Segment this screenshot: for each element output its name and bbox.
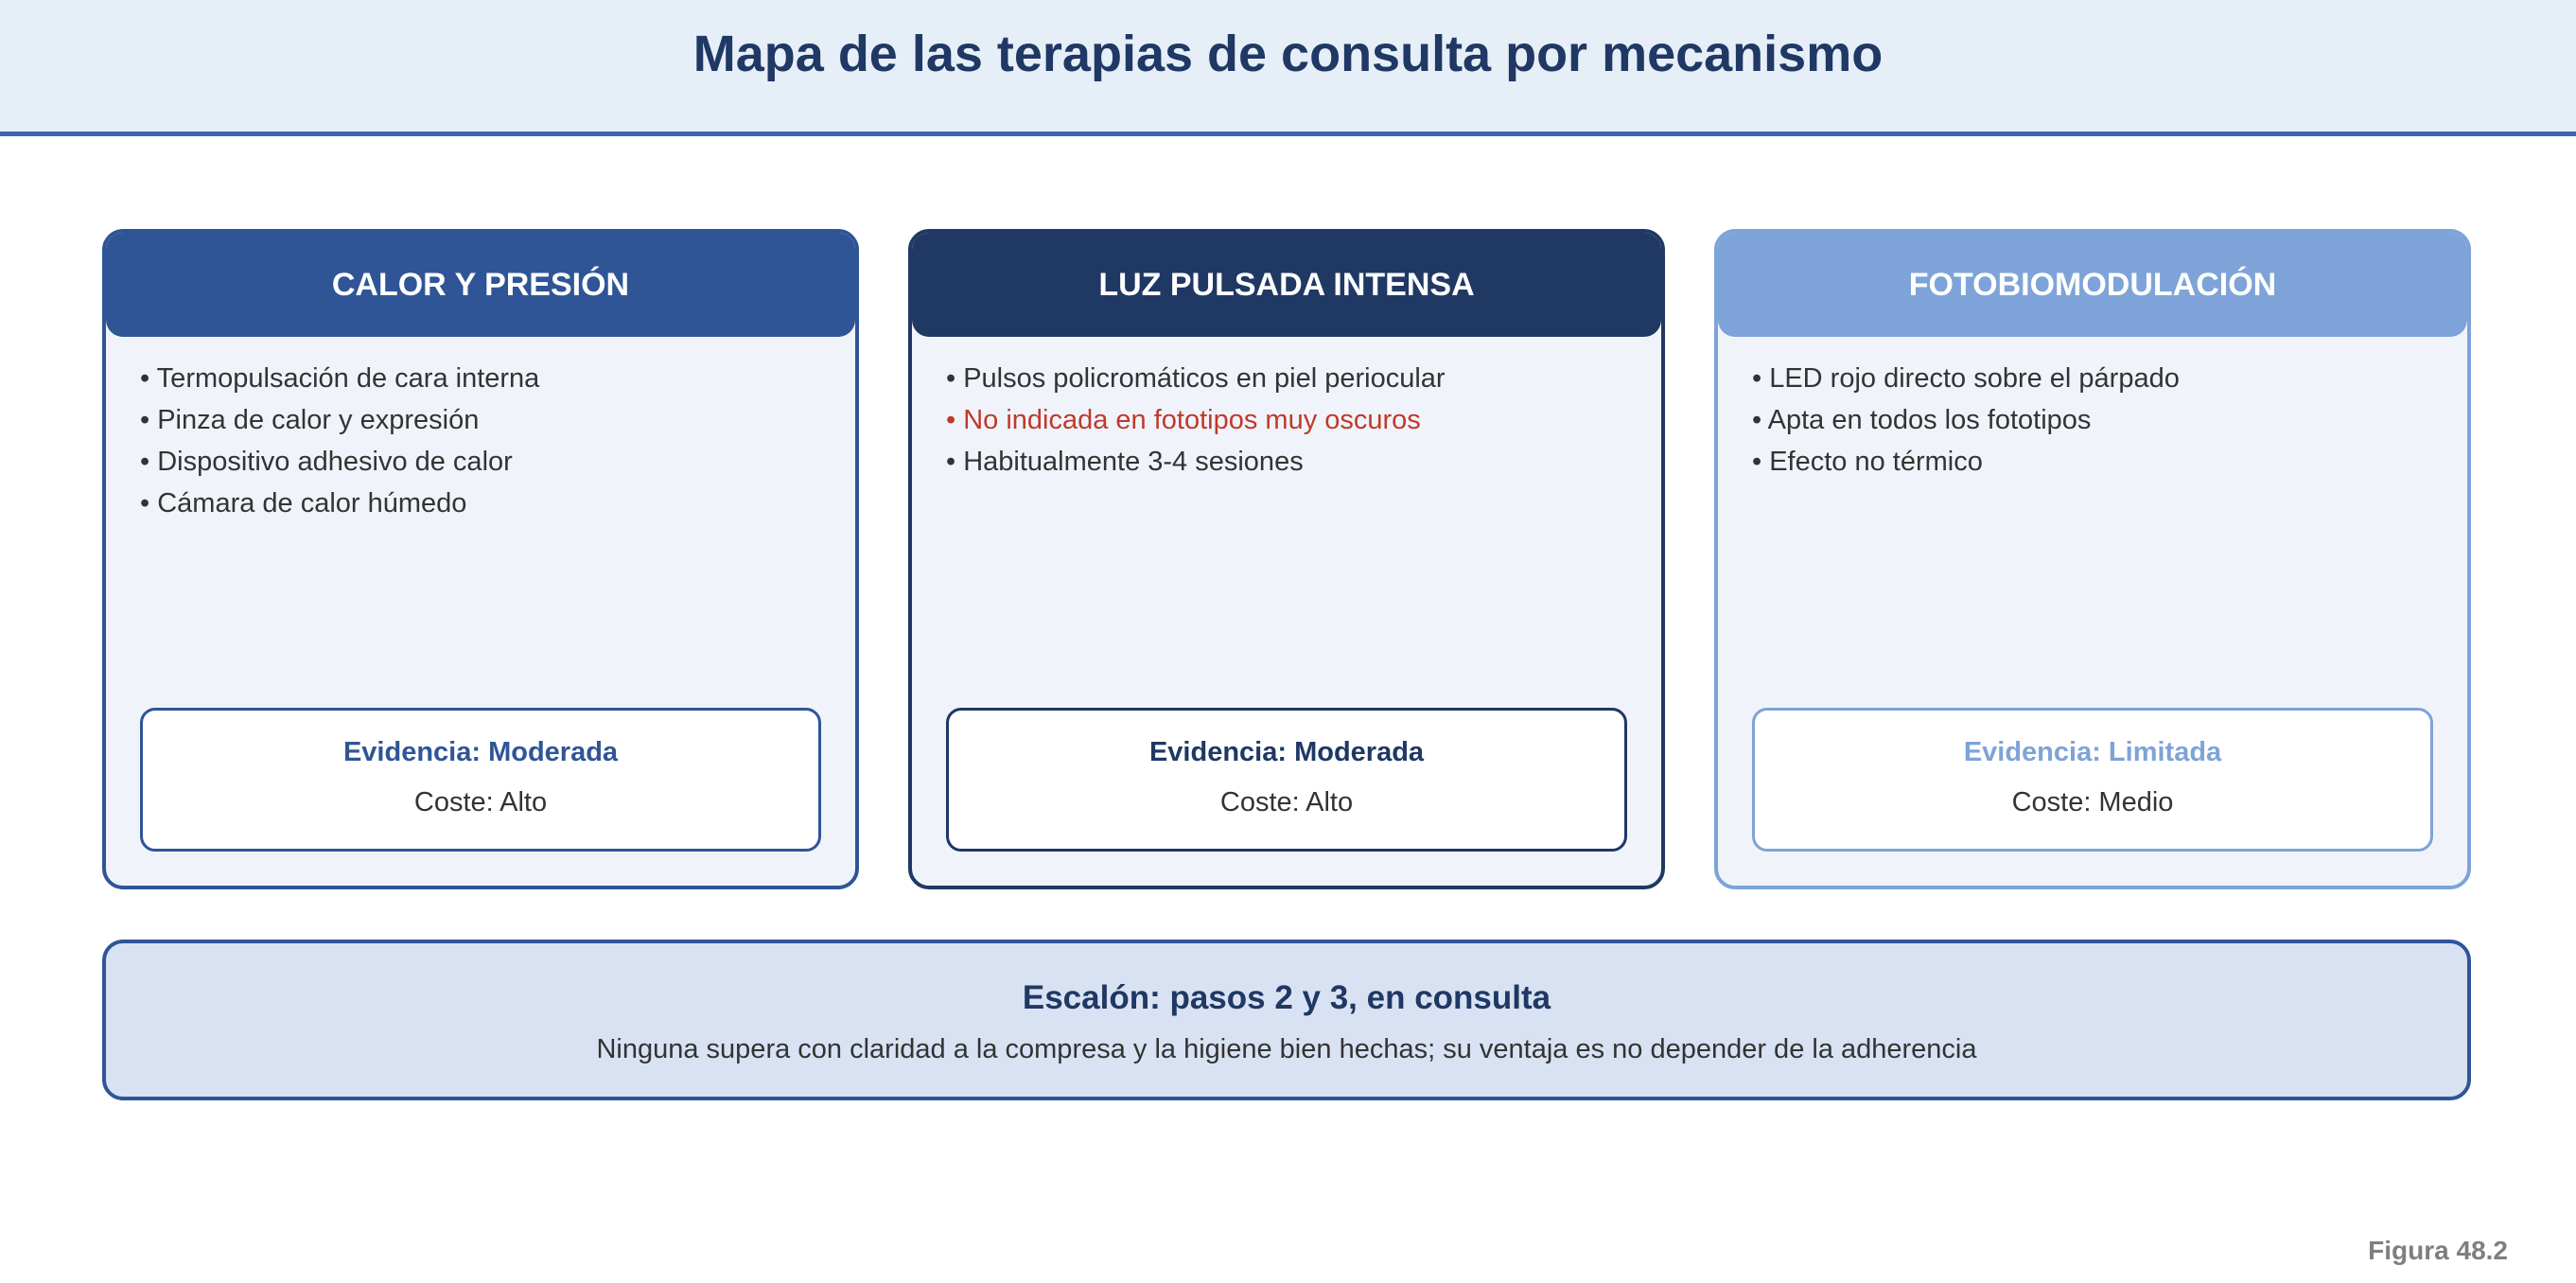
- evidence-box: [1752, 708, 2433, 852]
- list-item: • Dispositivo adhesivo de calor: [140, 447, 513, 477]
- summary-box: [102, 940, 2471, 1100]
- list-item: • Efecto no térmico: [1752, 447, 1983, 477]
- list-item-warning: • No indicada en fototipos muy oscuros: [946, 405, 1421, 435]
- list-item: • Cámara de calor húmedo: [140, 488, 467, 518]
- card-title: FOTOBIOMODULACIÓN: [1718, 233, 2467, 337]
- card-fotobiomodulacion: [1714, 229, 2471, 889]
- card-item-list: [1718, 358, 2467, 483]
- header-banner: [0, 0, 2576, 136]
- evidence-label: Evidencia: Moderada: [342, 737, 619, 767]
- cost-label: Coste: Alto: [413, 787, 548, 817]
- evidence-label: Evidencia: Moderada: [1148, 737, 1425, 767]
- evidence-box: [140, 708, 821, 852]
- card-item-list: [912, 358, 1661, 483]
- card-title: CALOR Y PRESIÓN: [106, 233, 855, 337]
- figure-label: Figura 48.2: [2368, 1236, 2508, 1265]
- list-item: • Pinza de calor y expresión: [140, 405, 480, 435]
- cost-label: Coste: Alto: [1219, 787, 1354, 817]
- list-item: • LED rojo directo sobre el párpado: [1752, 363, 2180, 394]
- evidence-box: [946, 708, 1627, 852]
- list-item: • Termopulsación de cara interna: [140, 363, 540, 394]
- summary-title: Escalón: pasos 2 y 3, en consulta: [1022, 979, 1551, 1016]
- evidence-label: Evidencia: Limitada: [1963, 737, 2222, 767]
- card-calor-presion: [102, 229, 859, 889]
- list-item: • Pulsos policromáticos en piel periocular: [946, 363, 1446, 394]
- page-title: Mapa de las terapias de consulta por mecanismo: [692, 26, 1884, 82]
- card-luz-pulsada: [908, 229, 1665, 889]
- card-title: LUZ PULSADA INTENSA: [912, 233, 1661, 337]
- summary-text: Ninguna supera con claridad a la compresa y la higiene bien hechas; su ventaja es no depender de la adherencia: [596, 1034, 1977, 1064]
- list-item: • Apta en todos los fototipos: [1752, 405, 2092, 435]
- cost-label: Coste: Medio: [2011, 787, 2174, 817]
- list-item: • Habitualmente 3-4 sesiones: [946, 447, 1304, 477]
- card-item-list: [106, 358, 855, 524]
